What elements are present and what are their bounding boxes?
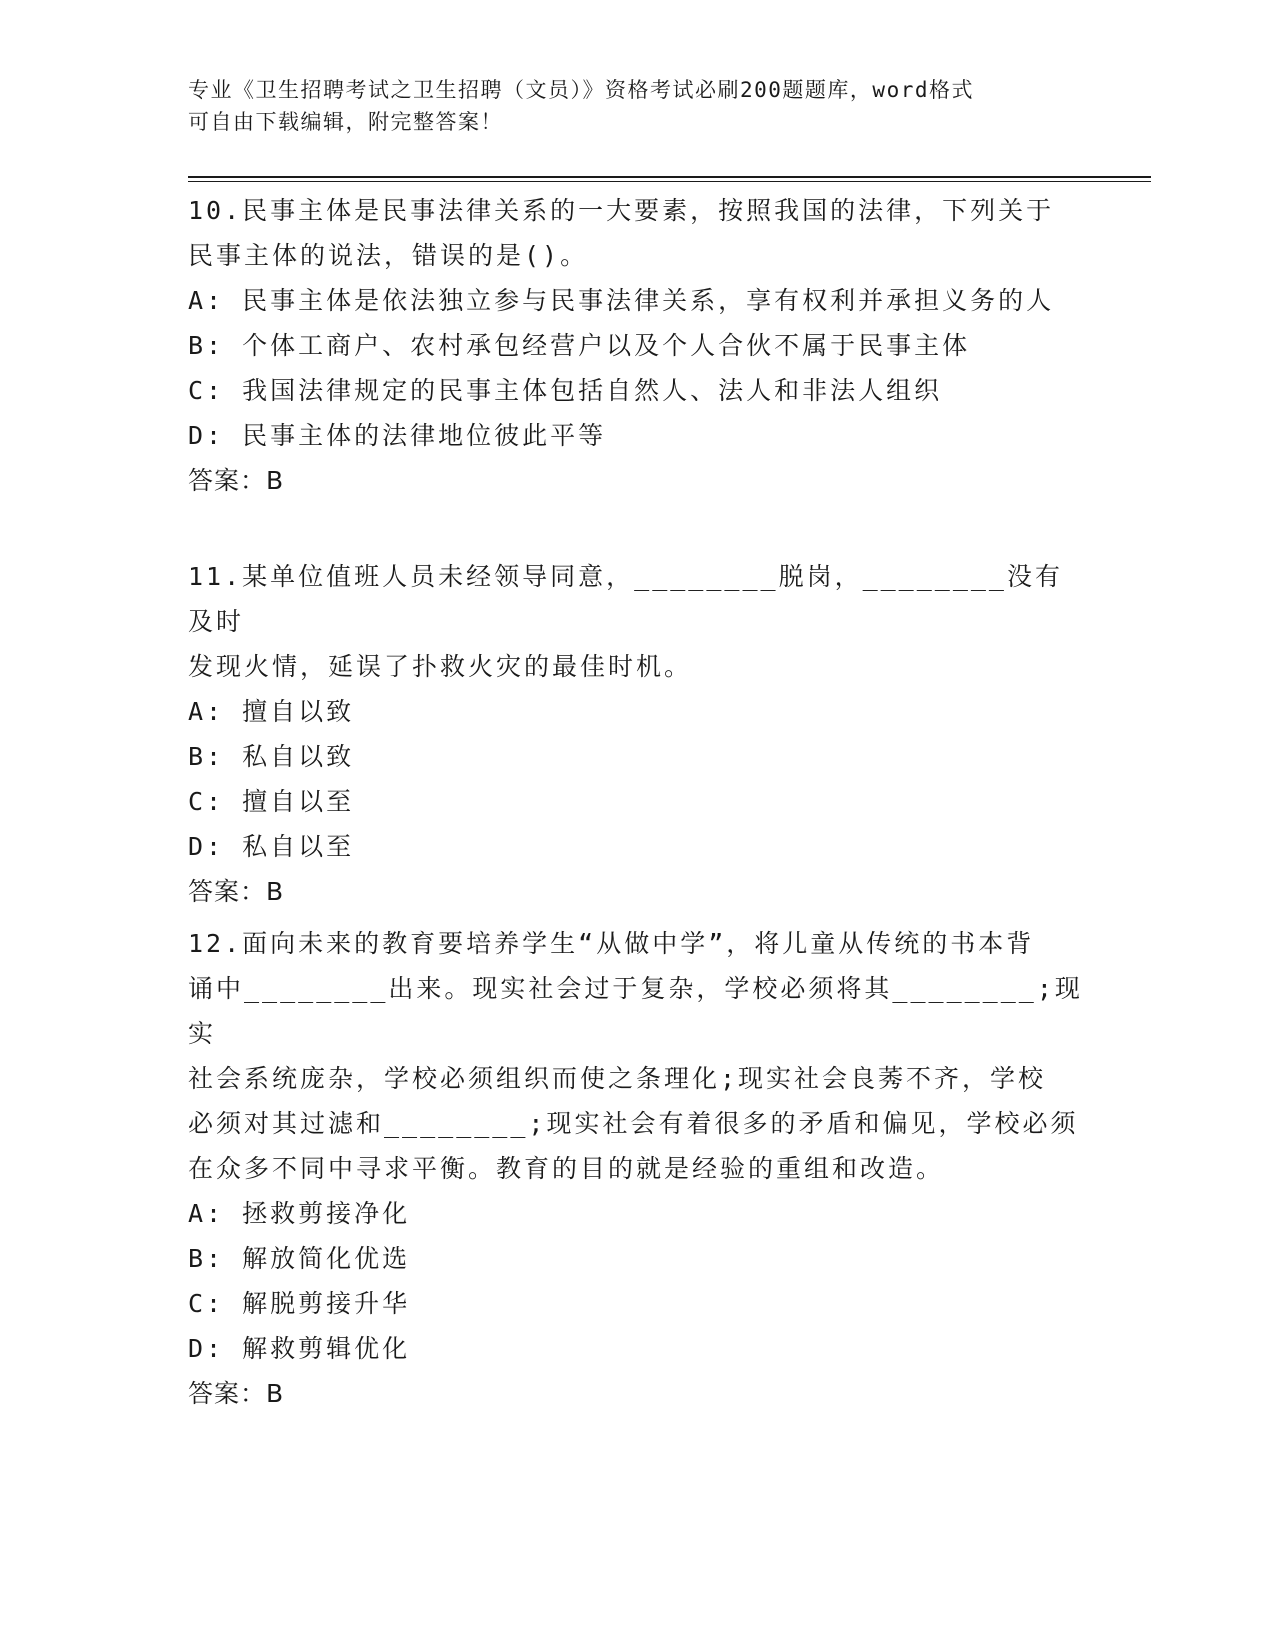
option-a: A: 民事主体是依法独立参与民事法律关系，享有权利并承担义务的人 <box>188 286 1055 315</box>
question-stem-line: 必须对其过滤和________;现实社会有着很多的矛盾和偏见，学校必须 <box>188 1109 1079 1138</box>
option-a: A: 拯救剪接净化 <box>188 1199 411 1228</box>
option-b: B: 私自以致 <box>188 742 355 771</box>
header-divider-thin <box>188 181 1151 182</box>
header-line-2: 可自由下载编辑，附完整答案！ <box>188 110 503 134</box>
option-a: A: 擅自以致 <box>188 697 355 726</box>
question-stem-line: 民事主体的说法，错误的是()。 <box>188 241 589 270</box>
question-stem-line: 11.某单位值班人员未经领导同意，________脱岗，________没有及时 <box>188 562 1063 636</box>
document-header <box>188 74 1078 138</box>
option-d: D: 私自以至 <box>188 832 355 861</box>
option-b: B: 解放简化优选 <box>188 1244 411 1273</box>
question-10 <box>188 188 1088 503</box>
question-stem-line: 发现火情，延误了扑救火灾的最佳时机。 <box>188 652 693 681</box>
question-stem-line: 12.面向未来的教育要培养学生“从做中学”，将儿童从传统的书本背 <box>188 929 1035 958</box>
header-line-1: 专业《卫生招聘考试之卫生招聘（文员）》资格考试必刷200题题库，word格式 <box>188 78 974 102</box>
question-stem-line: 诵中________出来。现实社会过于复杂，学校必须将其________;现实 <box>188 974 1083 1048</box>
option-c: C: 擅自以至 <box>188 787 355 816</box>
option-d: D: 民事主体的法律地位彼此平等 <box>188 421 607 450</box>
question-stem-line: 10.民事主体是民事法律关系的一大要素，按照我国的法律，下列关于 <box>188 196 1055 225</box>
answer: 答案：B <box>188 1379 285 1408</box>
question-11 <box>188 554 1088 914</box>
question-12 <box>188 921 1088 1416</box>
option-d: D: 解救剪辑优化 <box>188 1334 411 1363</box>
option-c: C: 我国法律规定的民事主体包括自然人、法人和非法人组织 <box>188 376 943 405</box>
question-stem-line: 在众多不同中寻求平衡。教育的目的就是经验的重组和改造。 <box>188 1154 945 1183</box>
answer: 答案：B <box>188 877 285 906</box>
answer: 答案：B <box>188 466 285 495</box>
option-b: B: 个体工商户、农村承包经营户以及个人合伙不属于民事主体 <box>188 331 971 360</box>
option-c: C: 解脱剪接升华 <box>188 1289 411 1318</box>
header-divider-thick <box>188 176 1151 178</box>
question-stem-line: 社会系统庞杂，学校必须组织而使之条理化;现实社会良莠不齐，学校 <box>188 1064 1047 1093</box>
